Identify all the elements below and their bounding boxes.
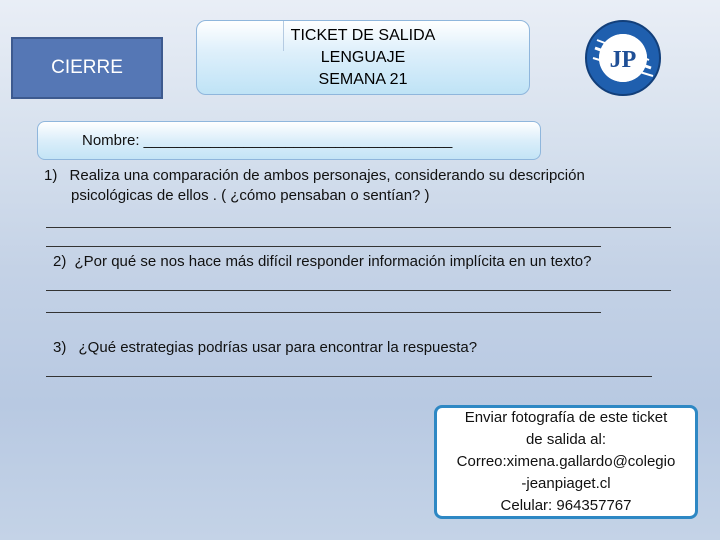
question-1-continuation: psicológicas de ellos . ( ¿cómo pensaban o sentían? ) xyxy=(71,187,430,204)
ticket-title-box xyxy=(196,20,530,95)
ticket-subject-line: LENGUAJE xyxy=(320,48,406,66)
question-1-text: Realiza una comparación de ambos personajes, considerando su descripción xyxy=(69,167,585,184)
answer-line-2a[interactable] xyxy=(46,290,671,291)
question-1-number: 1) xyxy=(44,167,58,184)
school-logo xyxy=(583,18,663,98)
ticket-title-line-1: TICKET DE SALIDA xyxy=(290,26,436,44)
question-2-number: 2) xyxy=(53,253,67,270)
answer-line-1a[interactable] xyxy=(46,227,671,228)
svg-text:JP: JP xyxy=(609,47,637,73)
question-2-text: ¿Por qué se nos hace más difícil responder información implícita en un texto? xyxy=(74,253,592,270)
name-field[interactable]: Nombre: _____________________________________ xyxy=(37,121,541,160)
answer-line-2b[interactable] xyxy=(46,312,601,313)
question-2 xyxy=(53,252,591,272)
question-3 xyxy=(53,338,477,358)
send-instructions-box xyxy=(434,405,698,519)
send-instructions-line-2: de salida al: xyxy=(525,431,607,448)
send-instructions-line-1: Enviar fotografía de este ticket xyxy=(464,409,668,426)
send-phone: Celular: 964357767 xyxy=(500,497,632,514)
send-email-line-1[interactable]: Correo:ximena.gallardo@colegio xyxy=(456,453,676,470)
ticket-week-line: SEMANA 21 xyxy=(318,70,408,88)
question-3-number: 3) xyxy=(53,339,67,356)
send-email-line-2[interactable]: -jeanpiaget.cl xyxy=(521,475,611,492)
section-label-cierre: CIERRE xyxy=(11,37,163,99)
question-3-text: ¿Qué estrategias podrías usar para encontrar la respuesta? xyxy=(78,339,478,356)
question-1 xyxy=(44,166,585,186)
title-divider xyxy=(283,21,284,51)
answer-line-3[interactable] xyxy=(46,376,652,377)
answer-line-1b[interactable] xyxy=(46,246,601,247)
